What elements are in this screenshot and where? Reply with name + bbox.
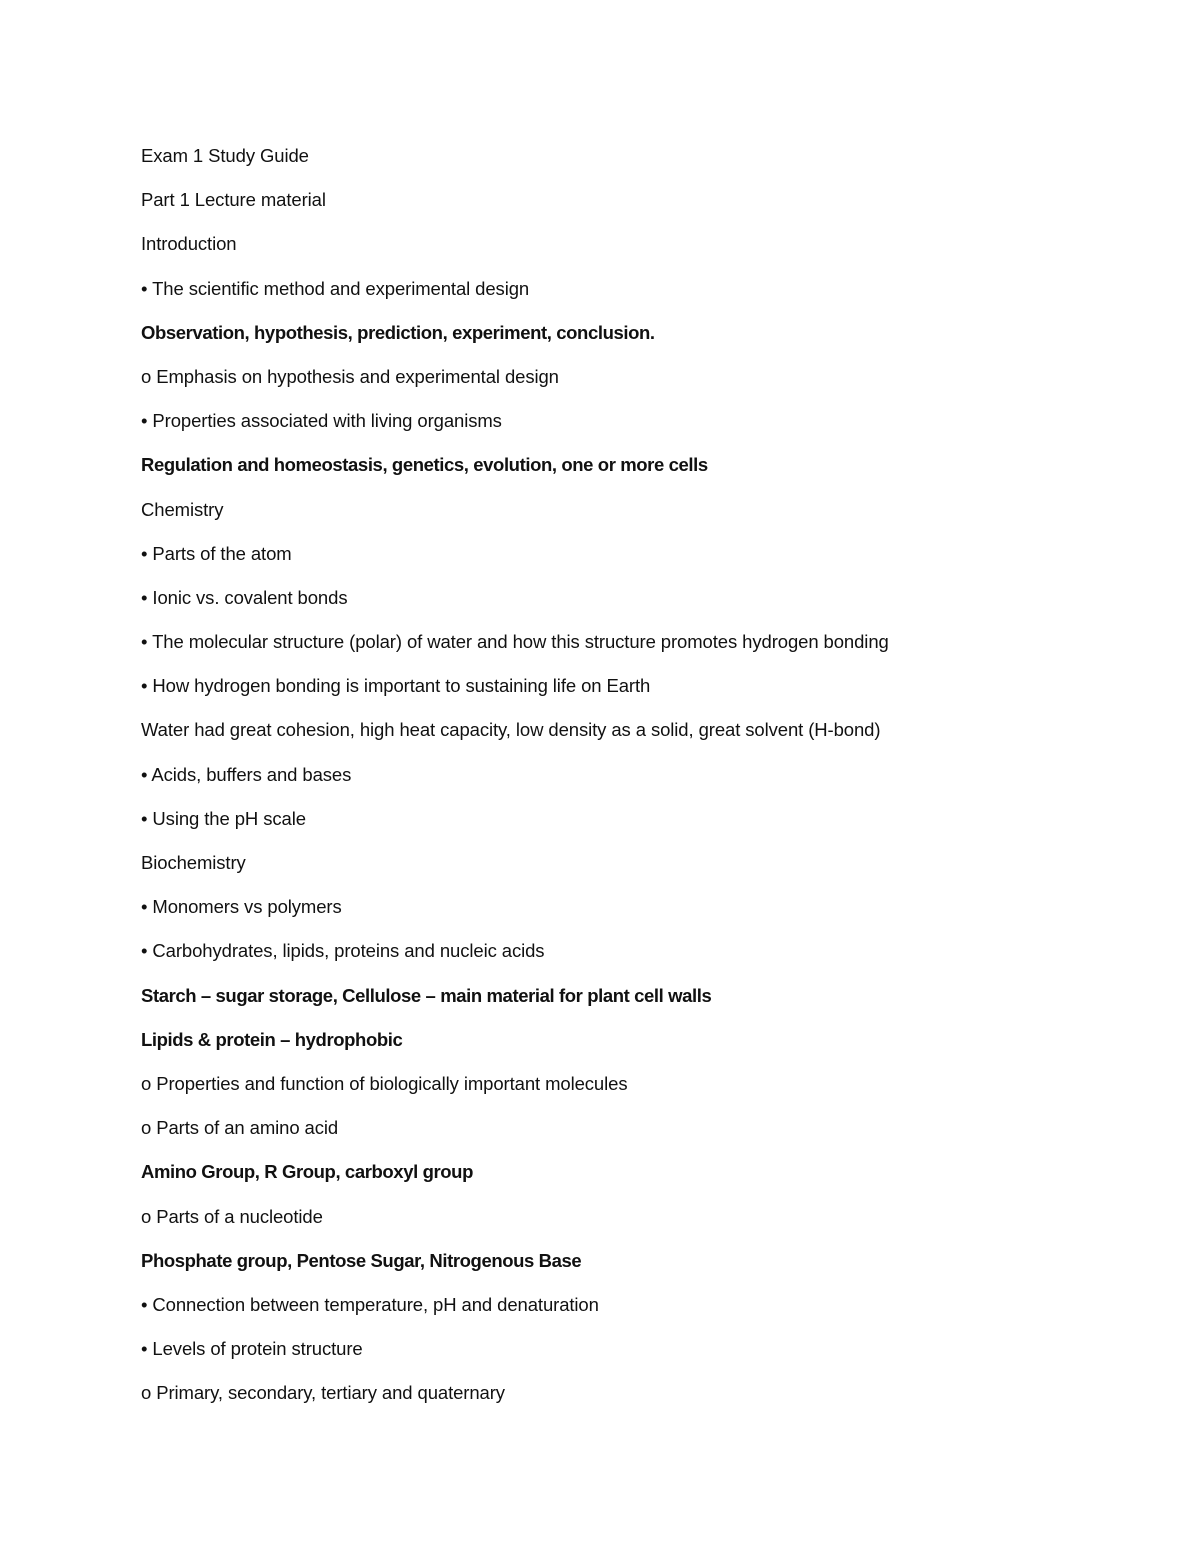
bold-note: Phosphate group, Pentose Sugar, Nitrogenous Base — [141, 1249, 582, 1271]
sub-bullet-item: o Parts of an amino acid — [141, 1117, 339, 1139]
document-line: Part 1 Lecture material — [141, 189, 326, 211]
bullet-item: • Carbohydrates, lipids, proteins and nucleic acids — [141, 940, 545, 962]
section-heading-biochemistry: Biochemistry — [141, 852, 246, 873]
bullet-item: • Parts of the atom — [141, 542, 292, 564]
section-heading-introduction: Introduction — [141, 233, 237, 255]
bullet-item: • How hydrogen bonding is important to sustaining life on Earth — [141, 675, 651, 697]
bullet-item: • The molecular structure (polar) of water and how this structure promotes hydrogen bonding — [141, 631, 889, 653]
bullet-item: • Ionic vs. covalent bonds — [141, 586, 348, 608]
document-body — [141, 142, 1101, 1423]
bullet-item: • Levels of protein structure — [141, 1338, 363, 1360]
sub-bullet-item: o Primary, secondary, tertiary and quaternary — [141, 1382, 505, 1404]
bullet-item: • Connection between temperature, pH and denaturation — [141, 1293, 599, 1315]
sub-bullet-item: o Parts of a nucleotide — [141, 1205, 323, 1227]
document-title: Exam 1 Study Guide — [141, 145, 309, 166]
bold-note: Observation, hypothesis, prediction, experiment, conclusion. — [141, 321, 655, 343]
bullet-item: • Acids, buffers and bases — [141, 763, 352, 785]
bold-note: Regulation and homeostasis, genetics, evolution, one or more cells — [141, 454, 708, 476]
bullet-item: • Using the pH scale — [141, 807, 306, 829]
sub-bullet-item: o Properties and function of biologically important molecules — [141, 1072, 628, 1094]
bullet-item: • Properties associated with living organisms — [141, 410, 502, 432]
note-line: Water had great cohesion, high heat capacity, low density as a solid, great solvent (H-bond) — [141, 719, 881, 741]
bold-note: Lipids & protein – hydrophobic — [141, 1028, 403, 1050]
sub-bullet-item: o Emphasis on hypothesis and experimental design — [141, 365, 559, 387]
bold-note: Amino Group, R Group, carboxyl group — [141, 1161, 473, 1183]
bullet-item: • Monomers vs polymers — [141, 896, 342, 918]
bold-note: Starch – sugar storage, Cellulose – main material for plant cell walls — [141, 984, 712, 1006]
section-heading-chemistry: Chemistry — [141, 498, 224, 520]
bullet-item: • The scientific method and experimental design — [141, 277, 530, 299]
